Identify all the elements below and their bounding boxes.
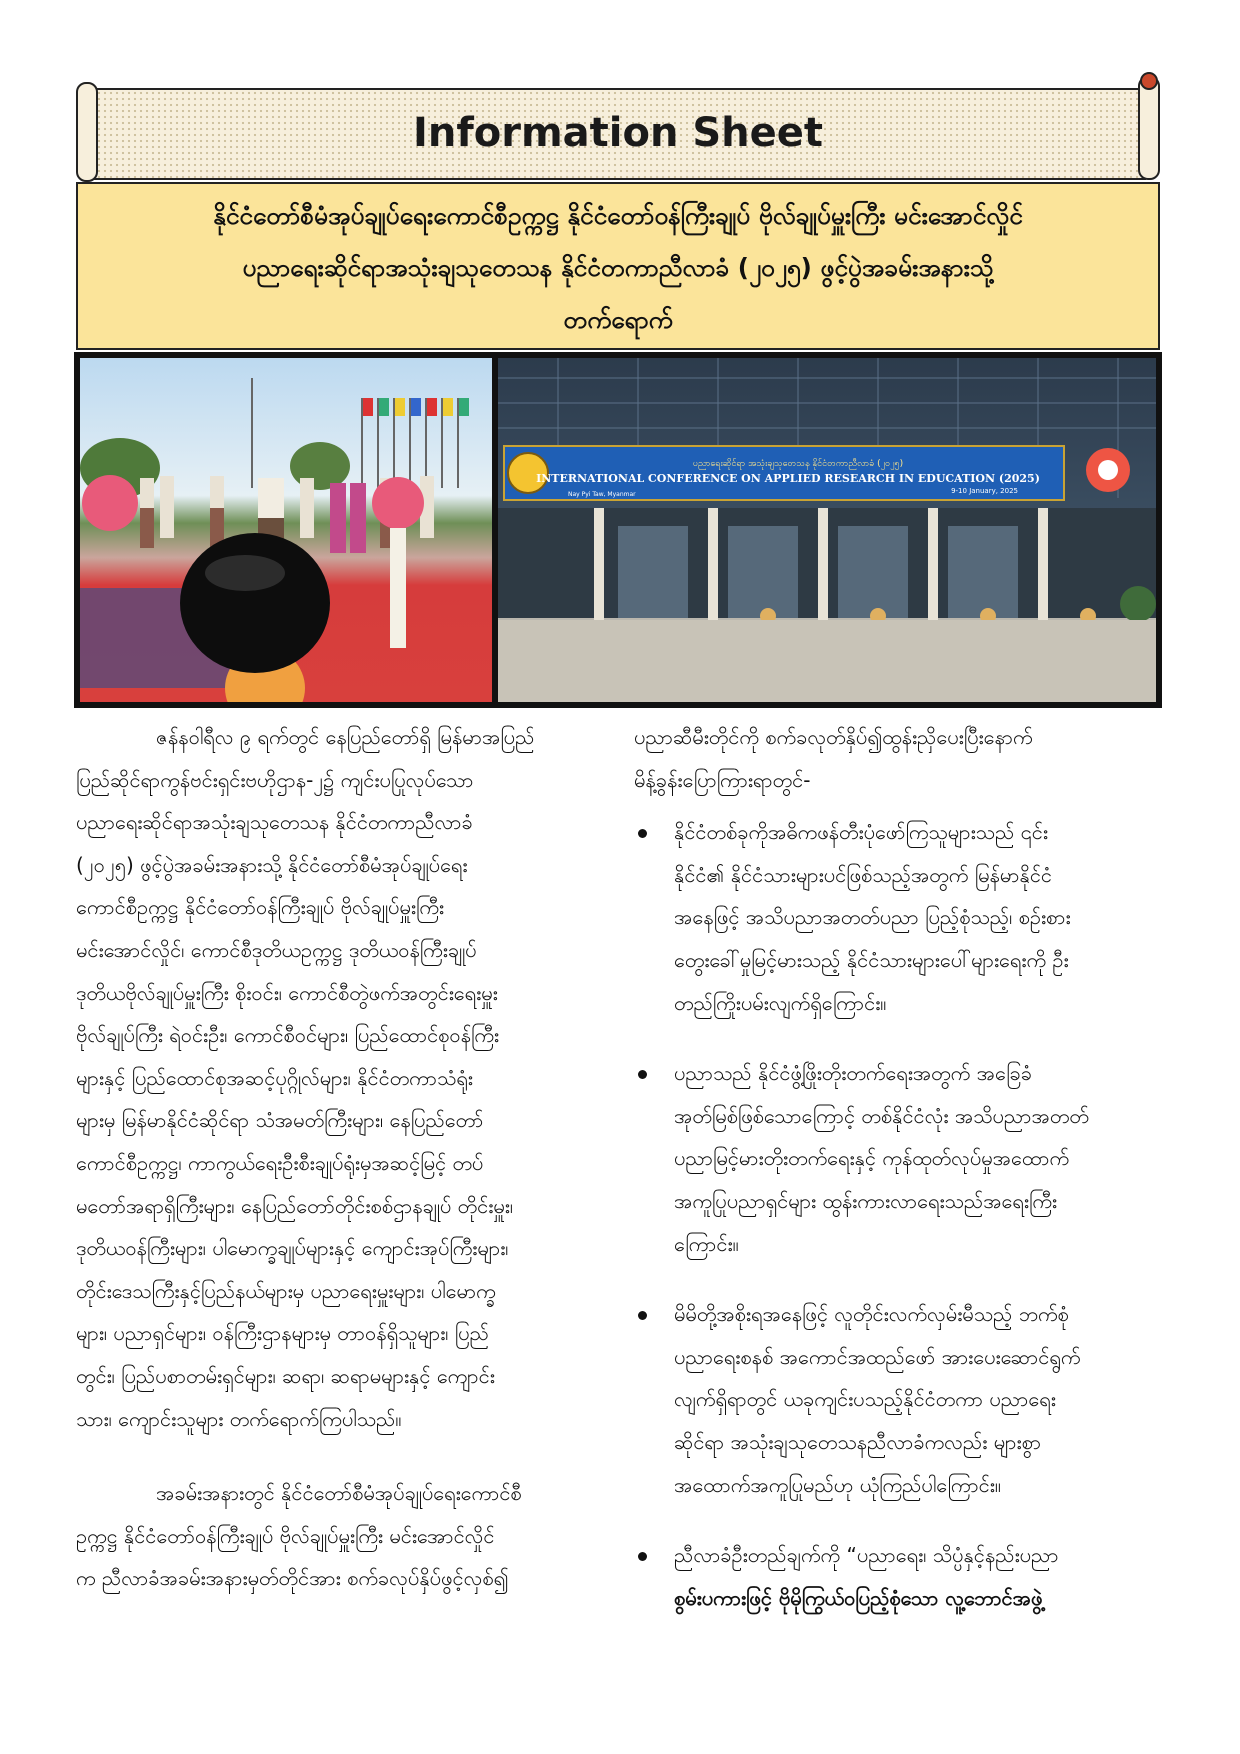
headline-line-1: နိုင်ငံတော်စီမံအုပ်ချုပ်ရေးကောင်စီဥက္ကဋ္ဌ နိုင်ငံတော်ဝန်ကြီးချုပ် ဗိုလ်ချုပ်မှူးကြီး မင်းအောင်လှိုင် <box>213 201 1023 230</box>
banner-title: Information Sheet <box>412 110 824 156</box>
information-sheet-banner <box>76 82 1160 182</box>
paragraph-line: ဗိုလ်ချုပ်ကြီး ရဲဝင်းဦး၊ ကောင်စီဝင်များ၊ ပြည်ထောင်စုဝန်ကြီး <box>76 1023 499 1048</box>
headline-box <box>76 182 1160 350</box>
bullet-line: ဆိုင်ရာ အသုံးချသုတေသနညီလာခံကလည်း များစွာ <box>674 1429 1042 1454</box>
paragraph-line: က ညီလာခံအခမ်းအနားမှတ်တိုင်အား စက်ခလုပ်နှိပ်ဖွင့်လှစ်၍ <box>76 1566 509 1591</box>
bullet-line: အကူပြုပညာရှင်များ ထွန်းကားလာရေးသည်အရေးကြီး <box>674 1188 1057 1213</box>
paragraph-line: ဇန်နဝါရီလ ၉ ရက်တွင် နေပြည်တော်ရှိ မြန်မာအပြည် <box>156 725 535 749</box>
paragraph-line: မတော်အရာရှိကြီးများ၊ နေပြည်တော်တိုင်းစစ်ဌာနချုပ် တိုင်းမှူး၊ <box>76 1193 513 1218</box>
ceremony-photo-illustration <box>80 358 492 702</box>
bullet-line: တွေးခေါ်မှုမြင့်မားသည့် နိုင်ငံသားများပေါ်များရေးကို ဦး <box>674 947 1069 972</box>
banner-line-2: INTERNATIONAL CONFERENCE ON APPLIED RESEARCH IN EDUCATION (2025) <box>536 472 1040 485</box>
banner-scroll-curl <box>1140 72 1158 90</box>
paragraph-line: ဒုတိယဗိုလ်ချုပ်မှူးကြီး စိုးဝင်း၊ ကောင်စီတွဲဖက်အတွင်းရေးမှူး <box>76 980 498 1005</box>
paragraph-line: ပညာဆီမီးတိုင်ကို စက်ခလုတ်နှိပ်၍ထွန်းညှိပေးပြီးနောက် <box>634 725 1033 749</box>
bullet-dot-icon <box>638 1552 647 1561</box>
paragraph-line: ဒုတိယဝန်ကြီးများ၊ ပါမောက္ခချုပ်များနှင့် ကျောင်းအုပ်ကြီးများ၊ <box>76 1236 509 1261</box>
left-column <box>76 716 610 1600</box>
bullet-line: အထောက်အကူပြုမည်ဟု ယုံကြည်ပါကြောင်း။ <box>674 1472 1001 1497</box>
paragraph-line: တိုင်းဒေသကြီးနှင့်ပြည်နယ်များမှ ပညာရေးမှူးများ၊ ပါမောက္ခ <box>76 1278 496 1303</box>
banner-place: Nay Pyi Taw, Myanmar <box>568 491 636 498</box>
paragraph-line: မင်းအောင်လှိုင်၊ ကောင်စီဒုတိယဥက္ကဋ္ဌ ဒုတိယဝန်ကြီးချုပ် <box>76 937 477 962</box>
bullet-item <box>634 1534 1162 1619</box>
bullet-line: ကြောင်း။ <box>674 1231 739 1256</box>
convention-center-photo <box>498 358 1156 702</box>
right-column <box>634 716 1162 1647</box>
bullet-line: ညီလာခံဦးတည်ချက်ကို “ပညာရေး၊ သိပ္ပံနှင့်နည်းပညာ <box>674 1543 1059 1568</box>
paragraph-line: ဥက္ကဋ္ဌ နိုင်ငံတော်ဝန်ကြီးချုပ် ဗိုလ်ချုပ်မှူးကြီး မင်းအောင်လှိုင် <box>76 1523 495 1548</box>
paragraph-line: များ၊ ပညာရှင်များ၊ ဝန်ကြီးဌာနများမှ တာဝန်ရှိသူများ၊ ပြည် <box>76 1321 489 1346</box>
bullet-dot-icon <box>638 1311 647 1320</box>
banner-line-1: ပညာရေးဆိုင်ရာ အသုံးချသုတေသန နိုင်ငံတကာညီလာခံ (၂၀၂၅) <box>692 459 904 469</box>
bullet-line: ပညာရေးစနစ် အကောင်အထည်ဖော် အားပေးဆောင်ရွက် <box>674 1344 1081 1369</box>
paragraph-line: အခမ်းအနားတွင် နိုင်ငံတော်စီမံအုပ်ချုပ်ရေးကောင်စီ <box>156 1481 522 1506</box>
bullet-line: အုတ်မြစ်ဖြစ်သောကြောင့် တစ်နိုင်ငံလုံး အသိပညာအတတ် <box>674 1103 1089 1128</box>
bullet-line: စွမ်းပကားဖြင့် ဗိုမိုကြွယ်ဝပြည့်စုံသော လူ့ဘောင်အဖွဲ့ <box>674 1585 1043 1610</box>
bullet-line: နိုင်ငံတစ်ခုကိုအဓိကဖန်တီးပုံဖော်ကြသူများသည် ၎င်း <box>674 820 1048 845</box>
bullet-item <box>634 811 1162 1024</box>
convention-center-illustration <box>498 358 1156 702</box>
bullet-dot-icon <box>638 1070 647 1079</box>
headline-line-2: ပညာရေးဆိုင်ရာအသုံးချသုတေသန နိုင်ငံတကာညီလာခံ (၂၀၂၅) ဖွင့်ပွဲအခမ်းအနားသို့ <box>242 253 994 282</box>
bullet-line: အနေဖြင့် အသိပညာအတတ်ပညာ ပြည့်စုံသည့်၊ စဉ်းစား <box>674 905 1071 930</box>
paragraph-line: တွင်း၊ ပြည်ပစာတမ်းရှင်များ၊ ဆရာ၊ ဆရာမများနှင့် ကျောင်း <box>76 1363 495 1388</box>
bullet-line: ပညာသည် နိုင်ငံဖွံ့ဖြိုးတိုးတက်ရေးအတွက် အခြေခံ <box>674 1061 1033 1086</box>
paragraph-line: ပြည်ဆိုင်ရာကွန်ဗင်းရှင်းဗဟိုဌာန-၂၌ ကျင်းပပြုလုပ်သော <box>76 767 474 792</box>
ceremony-photo <box>80 358 492 702</box>
bullet-line: နိုင်ငံ၏ နိုင်ငံသားများပင်ဖြစ်သည့်အတွက် မြန်မာနိုင်ငံ <box>674 862 1053 887</box>
paragraph-line: ပညာရေးဆိုင်ရာအသုံးချသုတေသန နိုင်ငံတကာညီလာခံ <box>76 810 473 835</box>
banner-date: 9-10 January, 2025 <box>951 487 1018 495</box>
bullet-line: လျက်ရှိရာတွင် ယခုကျင်းပသည့်နိုင်ငံတကာ ပညာရေး <box>674 1387 1056 1412</box>
bullet-line: ပညာမြင့်မားတိုးတက်ရေးနှင့် ကုန်ထုတ်လုပ်မှုအထောက် <box>674 1146 1070 1171</box>
bullet-item <box>634 1052 1162 1265</box>
paragraph-line: မိန့်ခွန်းပြောကြားရာတွင်- <box>634 767 811 792</box>
bullet-dot-icon <box>638 829 647 838</box>
bullet-list <box>634 811 1162 1619</box>
paragraph-line: ကောင်စီဥက္ကဋ္ဌ နိုင်ငံတော်ဝန်ကြီးချုပ် ဗိုလ်ချုပ်မှူးကြီး <box>76 895 444 920</box>
paragraph-line: များမှ မြန်မာနိုင်ငံဆိုင်ရာ သံအမတ်ကြီးများ၊ နေပြည်တော် <box>76 1108 484 1133</box>
paragraph-line: ကောင်စီဥက္ကဋ္ဌ၊ ကာကွယ်ရေးဦးစီးချုပ်ရုံးမှအဆင့်မြင့် တပ် <box>76 1150 484 1175</box>
paragraph-line: သား၊ ကျောင်းသူများ တက်ရောက်ကြပါသည်။ <box>76 1406 402 1431</box>
bullet-line: တည်ကြိုးပမ်းလျက်ရှိကြောင်း။ <box>674 990 887 1015</box>
bullet-line: မိမိတို့အစိုးရအနေဖြင့် လူတိုင်းလက်လှမ်းမီသည့် ဘက်စုံ <box>674 1302 1069 1327</box>
paragraph-line: (၂၀၂၅) ဖွင့်ပွဲအခမ်းအနားသို့ နိုင်ငံတော်စီမံအုပ်ချုပ်ရေး <box>76 852 468 877</box>
paragraph-line: များနှင့် ပြည်ထောင်စုအဆင့်ပုဂ္ဂိုလ်များ၊ နိုင်ငံတကာသံရုံး <box>76 1065 473 1090</box>
photo-frame <box>74 352 1162 708</box>
bullet-item <box>634 1293 1162 1506</box>
headline-line-3: တက်ရောက် <box>563 305 673 334</box>
